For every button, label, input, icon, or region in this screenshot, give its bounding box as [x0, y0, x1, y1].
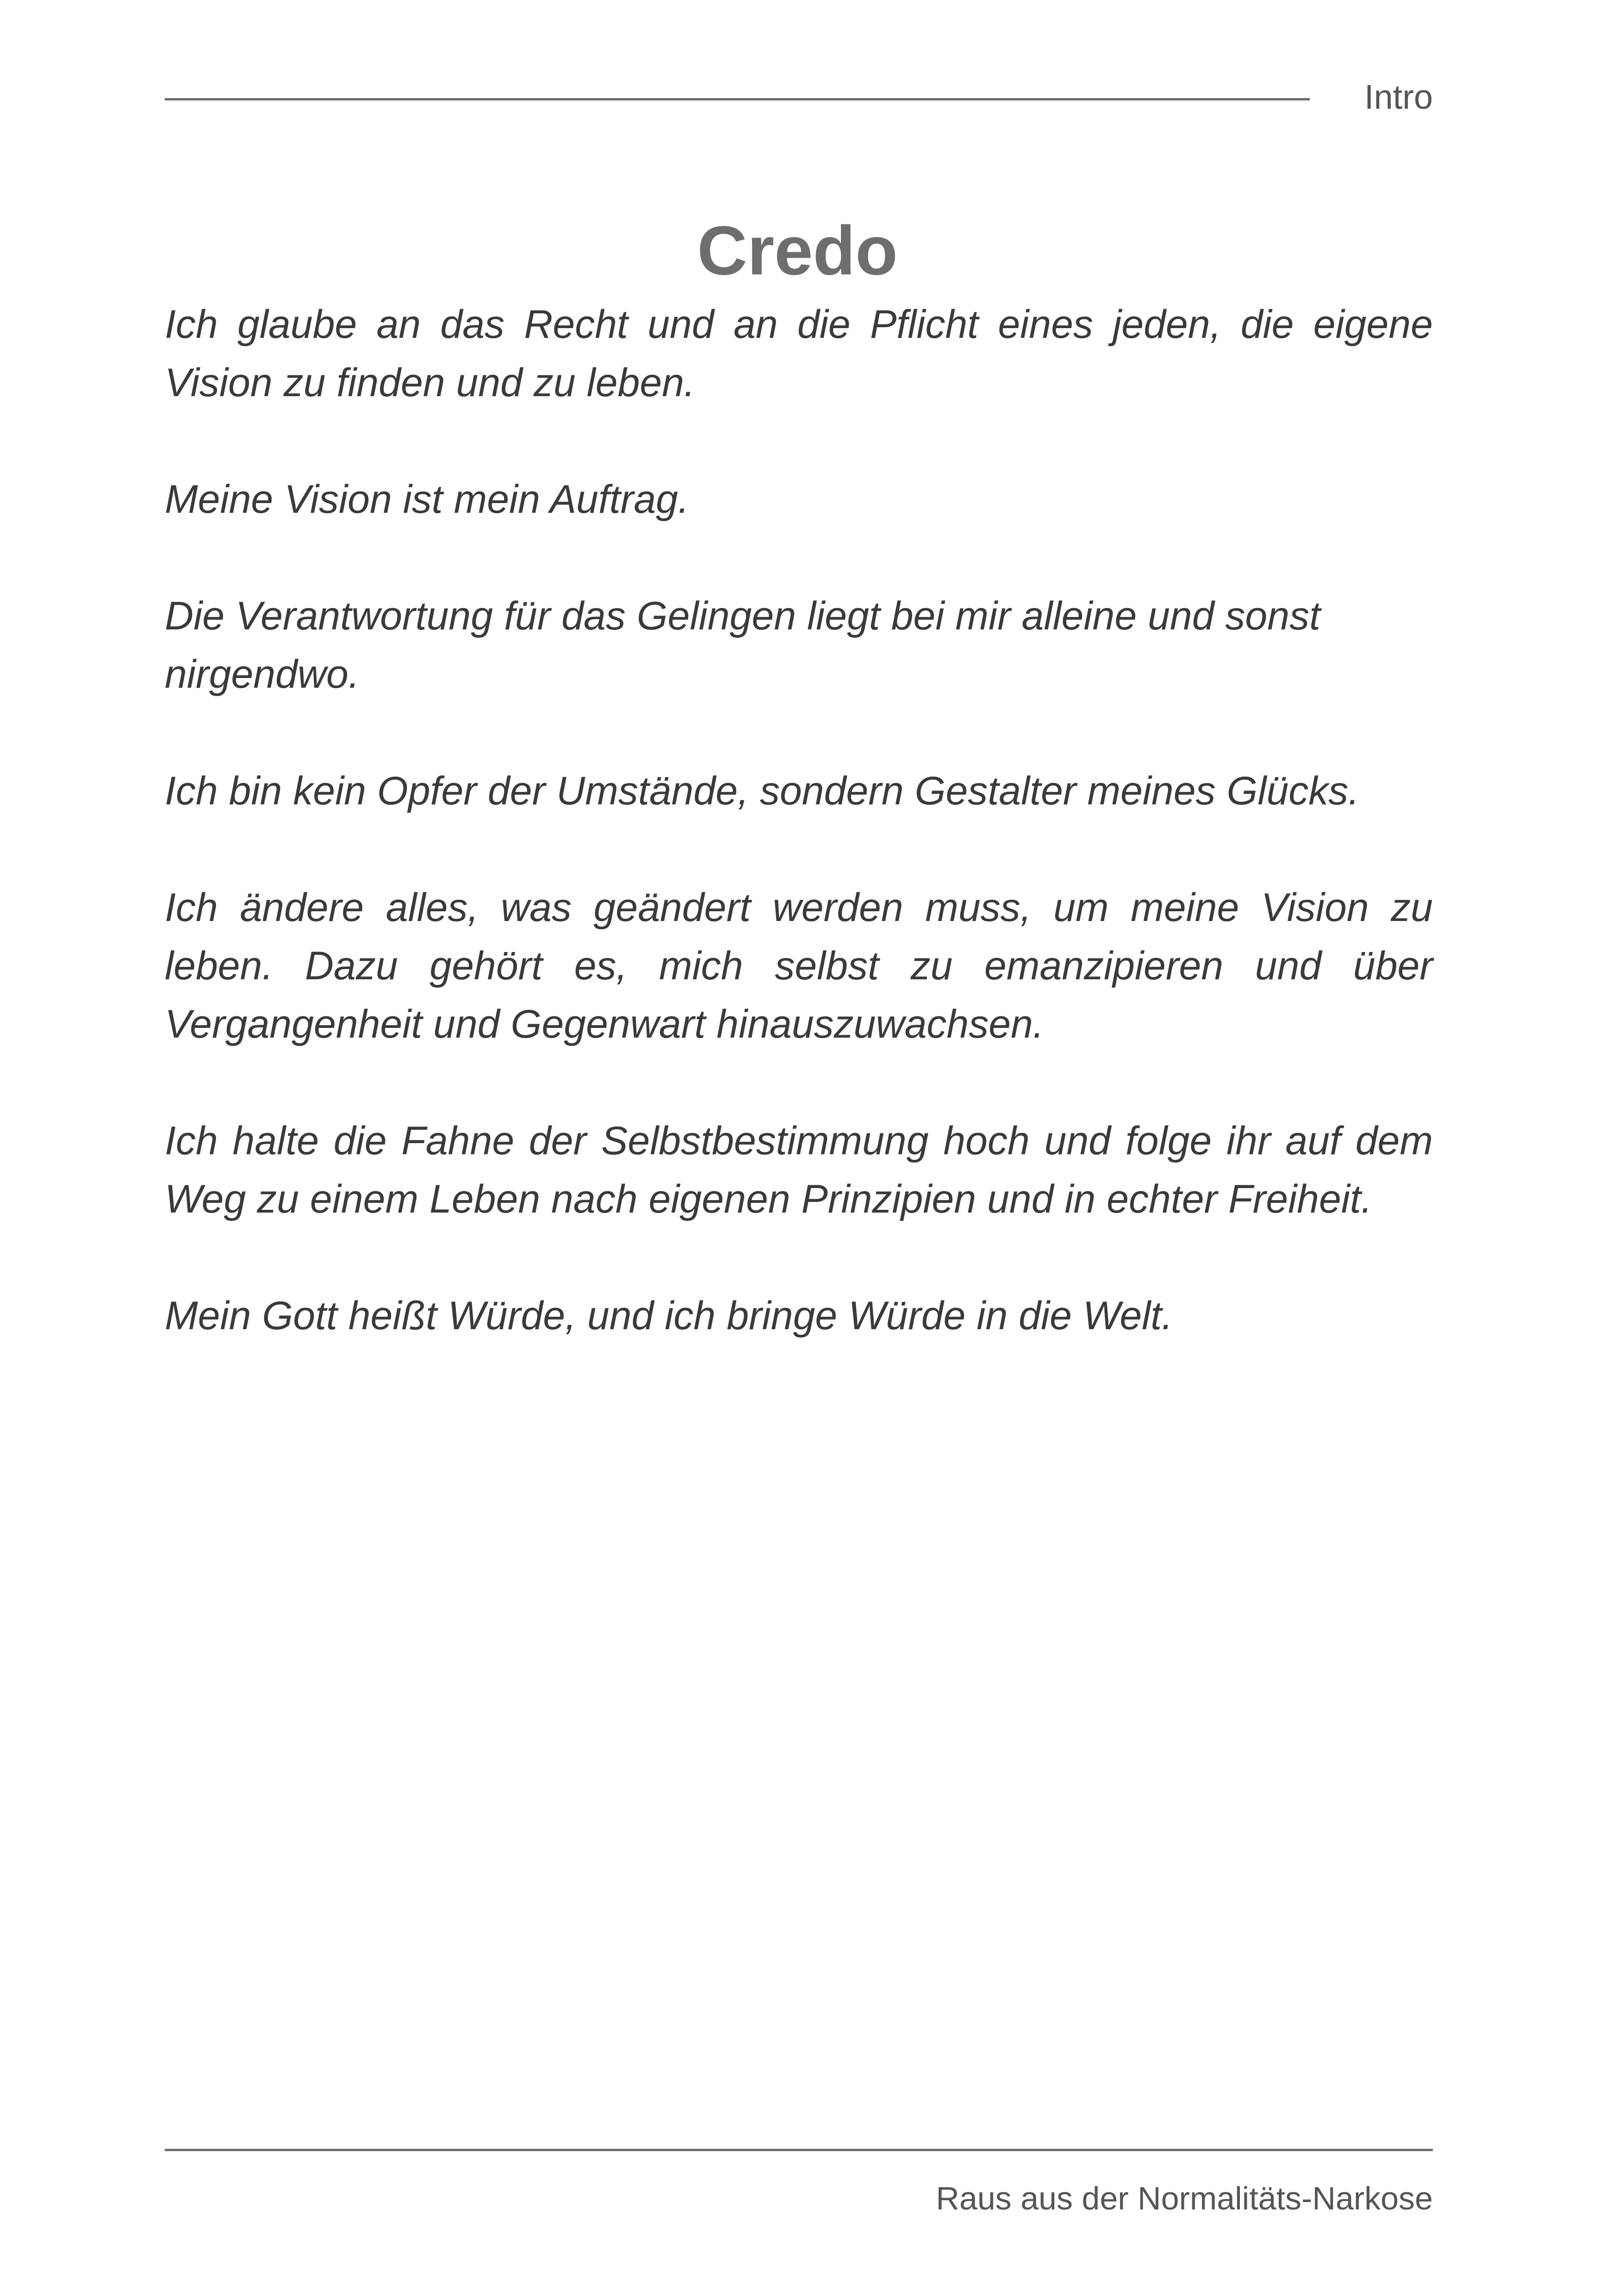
running-foot: Raus aus der Normalitäts-Narkose [936, 2180, 1433, 2216]
paragraph-7: Mein Gott heißt Würde, und ich bringe Würde in die Welt. [165, 1294, 1173, 1338]
header-rule [165, 98, 1310, 100]
paragraph-6: Ich halte die Fahne der Selbstbestimmung hoch und folge ihr auf dem Weg zu einem Leben nach eigenen Prinzipien und in echter Freiheit. [165, 1119, 1433, 1221]
paragraph-2: Meine Vision ist mein Auftrag. [165, 477, 689, 522]
paragraph-1: Ich glaube an das Recht und an die Pflicht eines jeden, die eigene Vision zu finden und zu leben. [165, 302, 1433, 405]
page-title: Credo [697, 211, 898, 289]
running-head: Intro [1364, 78, 1433, 116]
paragraph-4: Ich bin kein Opfer der Umstände, sondern Gestalter meines Glücks. [165, 769, 1360, 813]
paragraph-5: Ich ändere alles, was geändert werden muss, um meine Vision zu leben. Dazu gehört es, mich selbst zu emanzipieren und über Vergangenheit und Gegenwart hinauszuwachsen. [165, 885, 1433, 1046]
footer-rule [165, 2149, 1433, 2151]
credo-body [165, 295, 1433, 1403]
paragraph-3: Die Verantwortung für das Gelingen liegt bei mir alleine und sonst nirgendwo. [165, 594, 1320, 697]
